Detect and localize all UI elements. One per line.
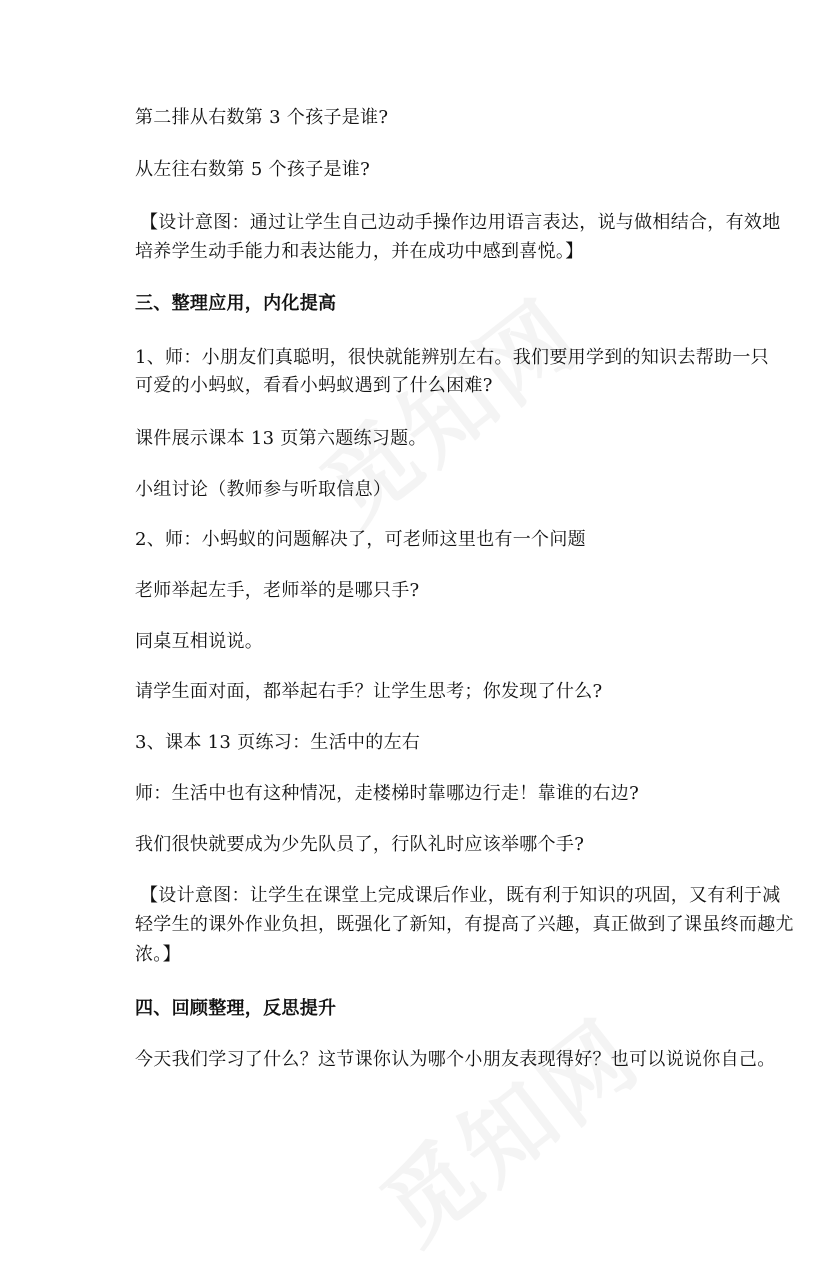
paragraph-line: 请学生面对面，都举起右手？让学生思考；你发现了什么? — [135, 681, 603, 702]
paragraph-line: 培养学生动手能力和表达能力，并在成功中感到喜悦。】 — [135, 241, 584, 262]
section-heading: 三、整理应用，内化提高 — [135, 293, 337, 314]
paragraph-line: 同桌互相说说。 — [135, 631, 264, 652]
paragraph-line: 今天我们学习了什么？这节课你认为哪个小朋友表现得好？也可以说说你自己。 — [135, 1049, 776, 1070]
section-heading: 四、回顾整理，反思提升 — [135, 998, 337, 1019]
paragraph-line: 课件展示课本 13 页第六题练习题。 — [135, 428, 427, 449]
paragraph-line: 第二排从右数第 3 个孩子是谁? — [135, 107, 389, 128]
paragraph-line: 【设计意图：让学生在课堂上完成课后作业，既有利于知识的巩固，又有利于减 — [140, 885, 781, 906]
paragraph-line: 师：生活中也有这种情况，走楼梯时靠哪边行走！靠谁的右边? — [135, 783, 640, 804]
paragraph-line: 【设计意图：通过让学生自己边动手操作边用语言表达，说与做相结合，有效地 — [140, 212, 781, 233]
watermark — [351, 983, 664, 1268]
paragraph-line: 轻学生的课外作业负担，既强化了新知，有提高了兴趣，真正做到了课虽终而趣尤 — [135, 914, 794, 935]
paragraph-line: 1、师：小朋友们真聪明，很快就能辨别左右。我们要用学到的知识去帮助一只 — [135, 347, 769, 368]
paragraph-line: 小组讨论（教师参与听取信息） — [135, 479, 392, 500]
paragraph-line: 从左往右数第 5 个孩子是谁? — [135, 159, 371, 180]
paragraph-line: 浓。】 — [135, 944, 181, 965]
paragraph-line: 我们很快就要成为少先队员了，行队礼时应该举哪个手? — [135, 834, 585, 855]
paragraph-line: 3、课本 13 页练习：生活中的左右 — [135, 732, 421, 753]
paragraph-line: 老师举起左手，老师举的是哪只手? — [135, 580, 420, 601]
watermark — [291, 263, 604, 548]
paragraph-line: 可爱的小蚂蚁，看看小蚂蚁遇到了什么困难? — [135, 375, 493, 396]
paragraph-line: 2、师：小蚂蚁的问题解决了，可老师这里也有一个问题 — [135, 529, 586, 550]
